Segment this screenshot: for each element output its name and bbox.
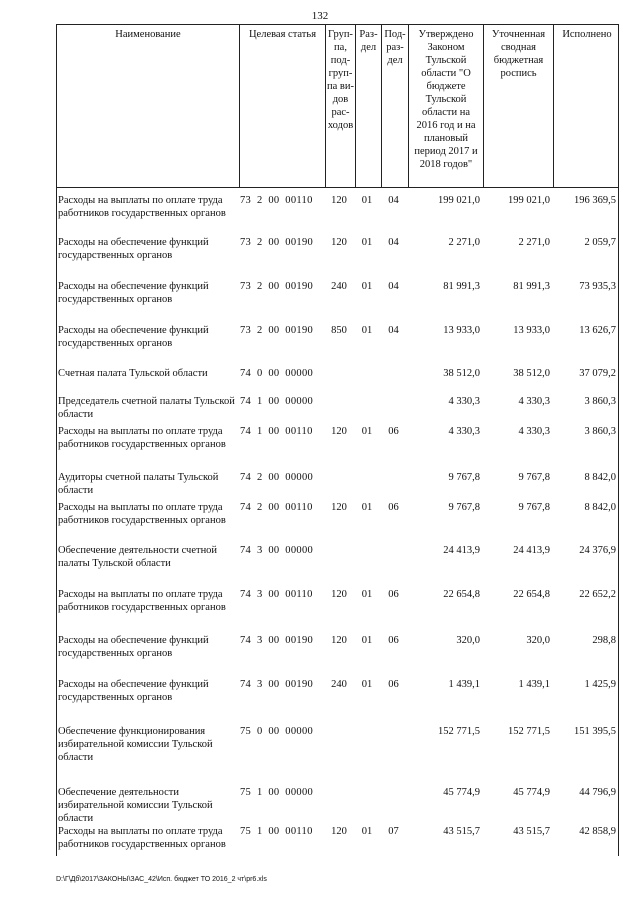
row-executed: 24 376,9 [579, 545, 616, 556]
row-approved: 4 330,3 [448, 426, 480, 437]
row-executed: 196 369,5 [574, 195, 616, 206]
row-code: 74 2 00 00110 [240, 502, 313, 513]
row-approved: 4 330,3 [448, 396, 480, 407]
header-section: Раз- дел [355, 25, 381, 187]
row-code: 73 2 00 00190 [240, 281, 314, 292]
table-header [56, 24, 619, 188]
row-executed: 44 796,9 [579, 787, 616, 798]
row-name: Расходы на обеспечение функций государственных органов [58, 635, 209, 659]
row-refined: 4 330,3 [518, 426, 550, 437]
row-subsection: 04 [388, 281, 399, 292]
row-name: Расходы на обеспечение функций государственных органов [58, 325, 209, 349]
row-executed: 8 842,0 [584, 502, 616, 513]
row-refined: 4 330,3 [518, 396, 550, 407]
row-group: 850 [331, 325, 347, 336]
row-code: 74 3 00 00190 [240, 635, 314, 646]
table-border-right [618, 188, 619, 856]
row-name: Расходы на выплаты по оплате труда работников государственных органов [58, 195, 226, 219]
row-code: 75 0 00 00000 [240, 726, 314, 737]
row-code: 74 1 00 00110 [240, 426, 313, 437]
row-subsection: 04 [388, 237, 399, 248]
row-section: 01 [361, 826, 373, 837]
row-group: 240 [331, 679, 347, 690]
row-code: 74 2 00 00000 [240, 472, 314, 483]
row-section: 01 [361, 589, 373, 600]
row-refined: 9 767,8 [518, 472, 550, 483]
row-executed: 13 626,7 [579, 325, 616, 336]
row-code: 74 3 00 00110 [240, 589, 313, 600]
row-executed: 3 860,3 [584, 396, 616, 407]
row-refined: 2 271,0 [518, 237, 550, 248]
row-group: 120 [331, 426, 347, 437]
row-code: 73 2 00 00190 [240, 237, 314, 248]
file-path-footer: D:\Г\Дб\2017\ЗАКОНЫ\ЗАС_42\Исп. бюджет ТО 2016_2 чт\pr6.xls [56, 876, 267, 883]
row-approved: 9 767,8 [448, 472, 480, 483]
header-target: Целевая статья [239, 25, 325, 187]
row-refined: 81 991,3 [513, 281, 550, 292]
row-name: Расходы на выплаты по оплате труда работников государственных органов [58, 426, 226, 450]
row-subsection: 06 [388, 502, 399, 513]
row-group: 120 [331, 589, 347, 600]
header-name: Наименование [115, 29, 181, 40]
row-group: 240 [331, 281, 347, 292]
header-subsection: Под- раз- дел [381, 25, 408, 187]
header-executed: Исполнено [553, 25, 620, 187]
row-refined: 320,0 [526, 635, 550, 646]
row-name: Обеспечение деятельности избирательной комиссии Тульской области [58, 787, 213, 824]
row-section: 01 [361, 502, 373, 513]
row-group: 120 [331, 502, 347, 513]
row-refined: 43 515,7 [513, 826, 550, 837]
row-code: 75 1 00 00110 [240, 826, 313, 837]
row-refined: 13 933,0 [513, 325, 550, 336]
row-subsection: 06 [388, 679, 399, 690]
row-approved: 22 654,8 [443, 589, 480, 600]
row-name: Обеспечение деятельности счетной палаты Тульской области [58, 545, 218, 569]
row-refined: 152 771,5 [508, 726, 550, 737]
row-subsection: 07 [388, 826, 399, 837]
row-approved: 152 771,5 [438, 726, 480, 737]
row-executed: 1 425,9 [584, 679, 616, 690]
row-approved: 81 991,3 [443, 281, 480, 292]
row-refined: 22 654,8 [513, 589, 550, 600]
row-name: Председатель счетной палаты Тульской области [58, 396, 235, 420]
row-refined: 45 774,9 [513, 787, 550, 798]
header-refined: Уточненная сводная бюджетная роспись [483, 25, 553, 187]
row-code: 73 2 00 00190 [240, 325, 314, 336]
row-refined: 199 021,0 [508, 195, 550, 206]
row-name: Обеспечение функционирования избирательной комиссии Тульской области [58, 726, 213, 763]
row-name: Аудиторы счетной палаты Тульской области [58, 472, 219, 496]
row-refined: 9 767,8 [518, 502, 550, 513]
row-executed: 8 842,0 [584, 472, 616, 483]
row-group: 120 [331, 237, 347, 248]
row-code: 75 1 00 00000 [240, 787, 314, 798]
row-executed: 298,8 [592, 635, 616, 646]
row-section: 01 [361, 635, 373, 646]
row-approved: 9 767,8 [448, 502, 480, 513]
row-section: 01 [361, 195, 373, 206]
row-executed: 37 079,2 [579, 368, 616, 379]
row-executed: 3 860,3 [584, 426, 616, 437]
row-executed: 22 652,2 [579, 589, 616, 600]
row-section: 01 [361, 679, 373, 690]
row-group: 120 [331, 826, 347, 837]
row-name: Расходы на выплаты по оплате труда работников государственных органов [58, 502, 226, 526]
row-refined: 1 439,1 [518, 679, 550, 690]
row-section: 01 [361, 426, 373, 437]
row-name: Расходы на обеспечение функций государственных органов [58, 237, 209, 261]
row-code: 74 3 00 00190 [240, 679, 314, 690]
row-name: Расходы на выплаты по оплате труда работников государственных органов [58, 589, 226, 613]
row-name: Расходы на выплаты по оплате труда работников государственных органов [58, 826, 226, 850]
row-approved: 43 515,7 [443, 826, 480, 837]
row-subsection: 06 [388, 635, 399, 646]
row-name: Расходы на обеспечение функций государственных органов [58, 281, 209, 305]
row-group: 120 [331, 195, 347, 206]
row-subsection: 04 [388, 325, 399, 336]
page-number: 132 [311, 10, 329, 22]
row-code: 74 1 00 00000 [240, 396, 314, 407]
row-name: Счетная палата Тульской области [58, 368, 208, 379]
row-approved: 45 774,9 [443, 787, 480, 798]
row-executed: 42 858,9 [579, 826, 616, 837]
row-approved: 1 439,1 [448, 679, 480, 690]
row-approved: 13 933,0 [443, 325, 480, 336]
row-section: 01 [361, 281, 373, 292]
header-group: Груп- па, под- груп- па ви- дов рас- ходов [325, 25, 355, 187]
row-code: 73 2 00 00110 [240, 195, 313, 206]
row-executed: 151 395,5 [574, 726, 616, 737]
row-approved: 320,0 [456, 635, 480, 646]
row-subsection: 06 [388, 426, 399, 437]
row-subsection: 04 [388, 195, 399, 206]
table-border-left [56, 188, 57, 856]
header-approved: Утверждено Законом Тульской области "О бюджете Тульской области на 2016 год и на плановый период 2017 и 2018 годов" [408, 25, 483, 187]
row-code: 74 3 00 00000 [240, 545, 314, 556]
row-approved: 38 512,0 [443, 368, 480, 379]
row-section: 01 [361, 237, 373, 248]
row-executed: 2 059,7 [584, 237, 616, 248]
row-section: 01 [361, 325, 373, 336]
row-approved: 2 271,0 [448, 237, 480, 248]
row-code: 74 0 00 00000 [240, 368, 314, 379]
row-subsection: 06 [388, 589, 399, 600]
row-refined: 38 512,0 [513, 368, 550, 379]
row-refined: 24 413,9 [513, 545, 550, 556]
row-approved: 24 413,9 [443, 545, 480, 556]
row-group: 120 [331, 635, 347, 646]
row-executed: 73 935,3 [579, 281, 616, 292]
row-name: Расходы на обеспечение функций государственных органов [58, 679, 209, 703]
row-approved: 199 021,0 [438, 195, 480, 206]
